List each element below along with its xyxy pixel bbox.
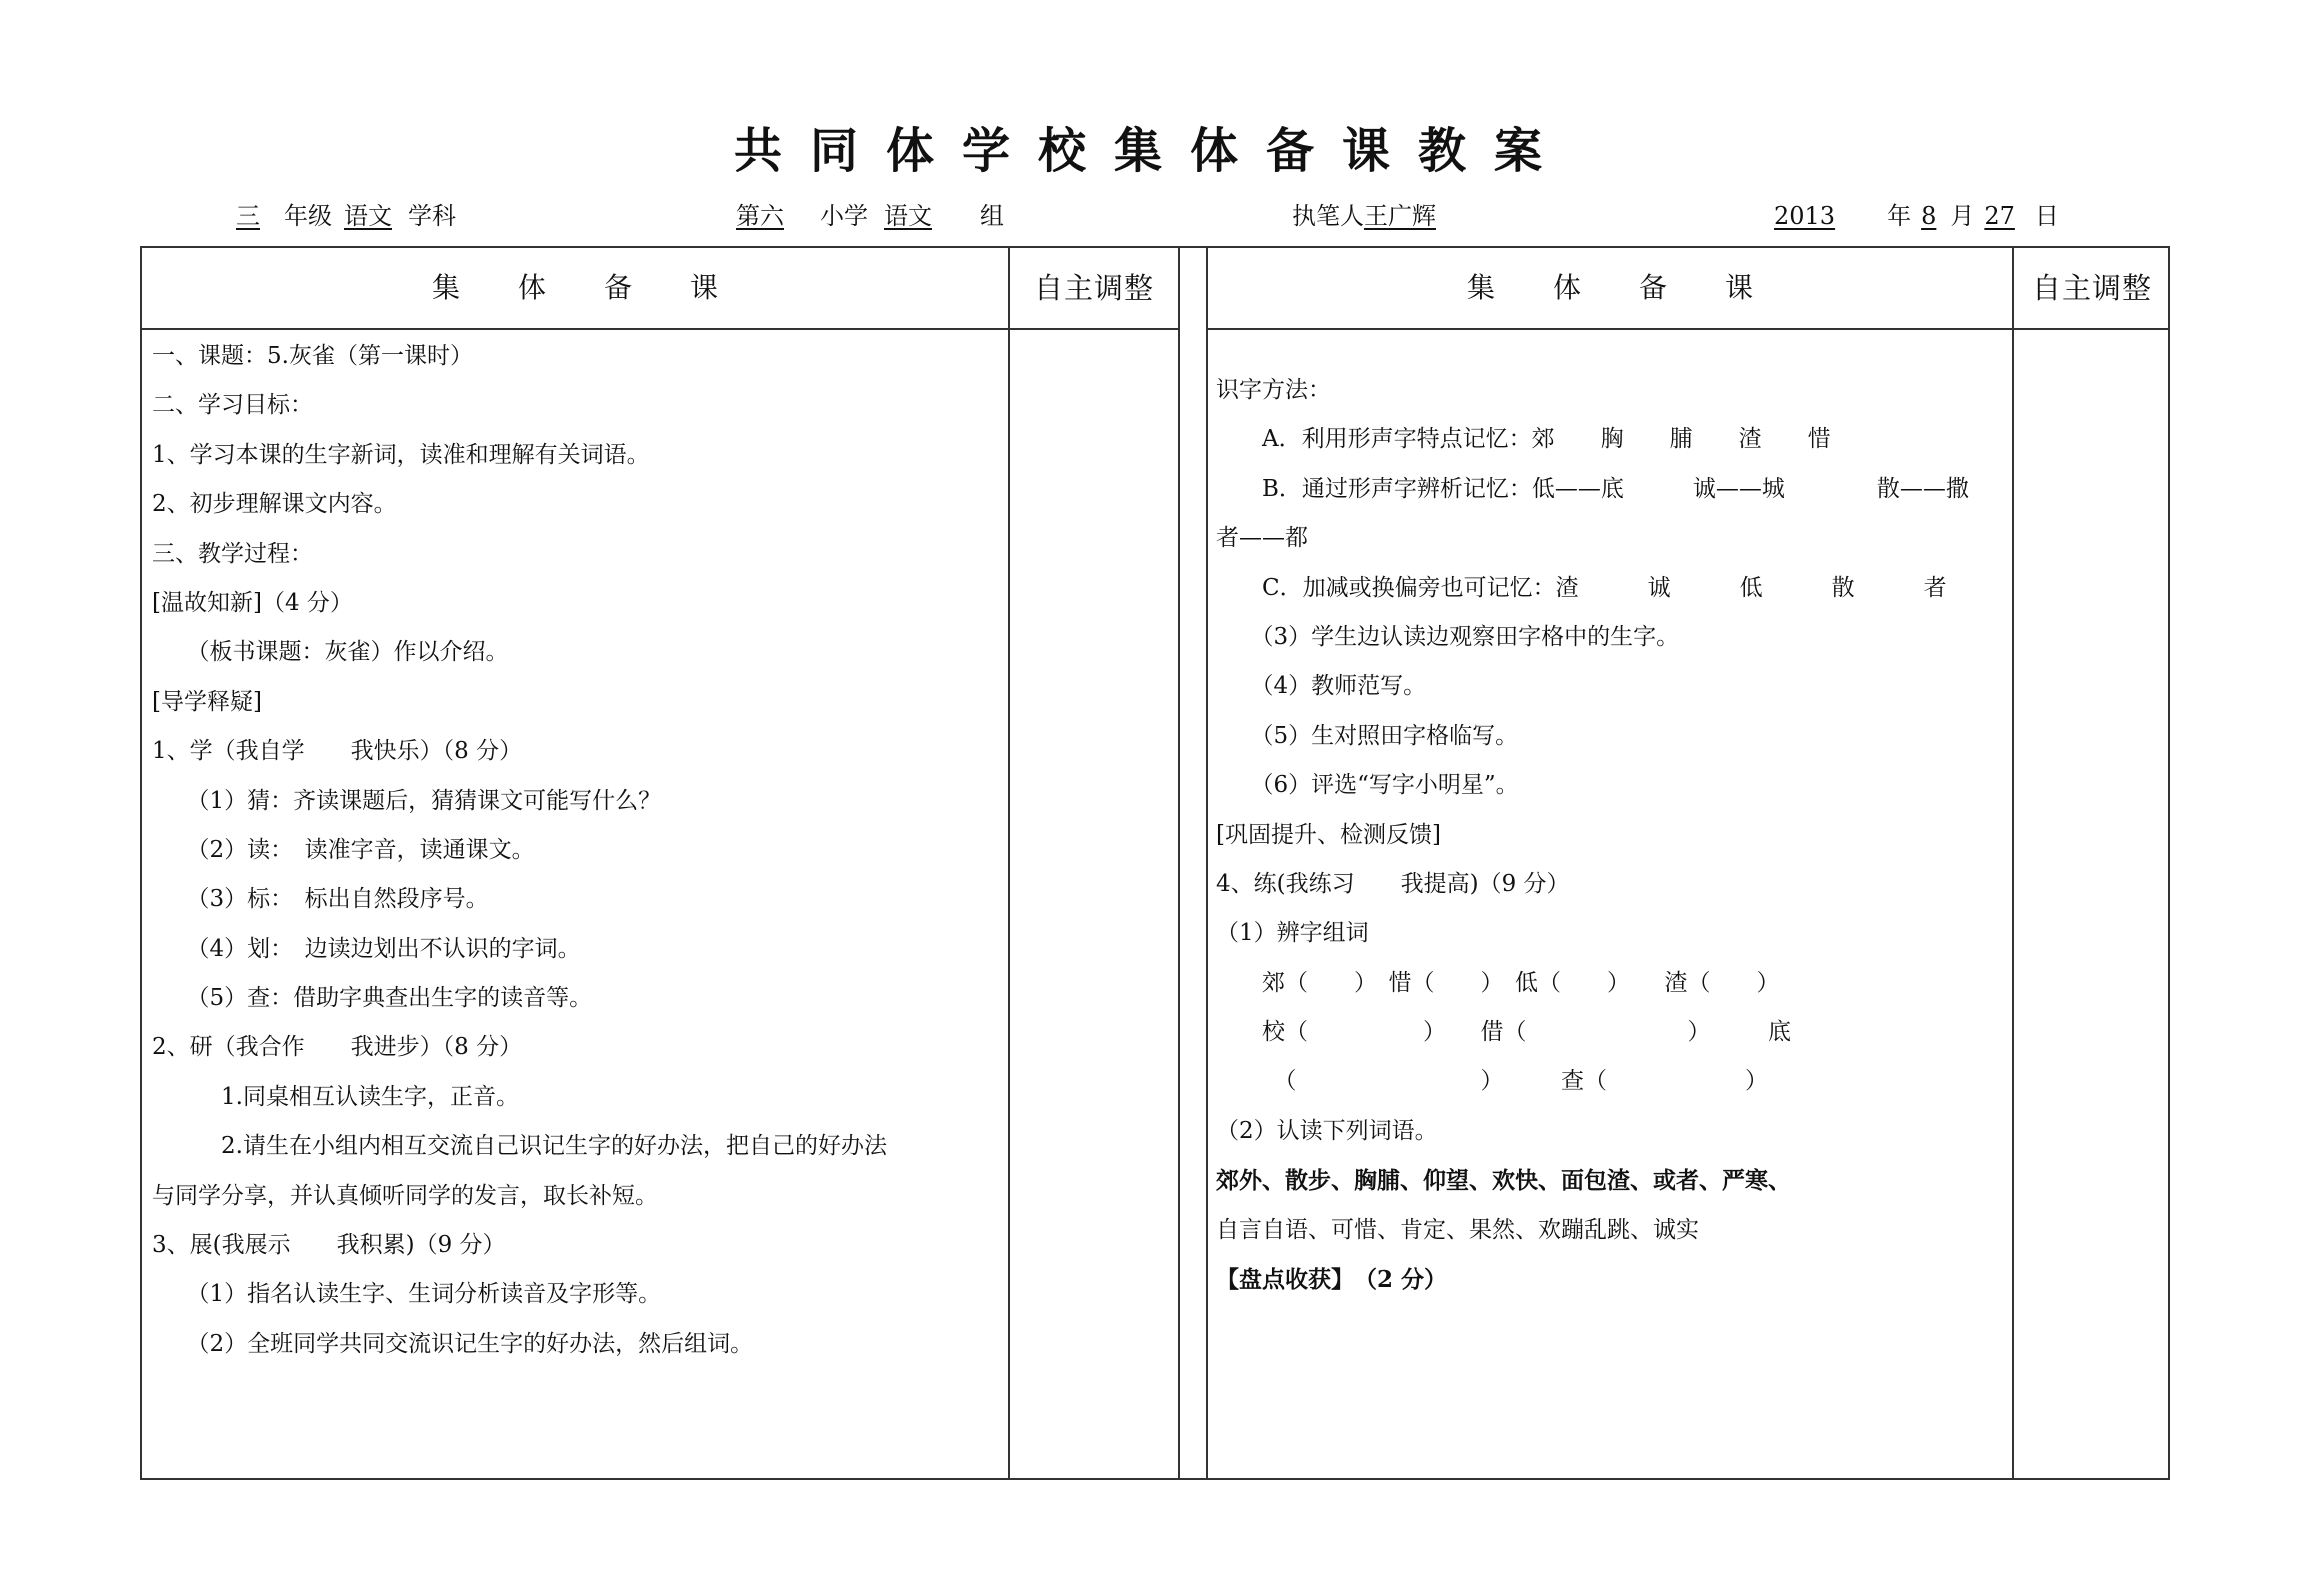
text-line: 三、教学过程： — [152, 540, 313, 567]
text-line: 者——都 — [1216, 525, 1308, 552]
text-line: 1.同桌相互认读生字，正音。 — [152, 1083, 519, 1110]
author-value: 王广辉 — [1364, 202, 1436, 230]
text-line: （2）全班同学共同交流识记生字的好办法，然后组词。 — [152, 1330, 754, 1357]
summary-heading: 【盘点收获】 （2 分） — [1216, 1266, 1448, 1294]
group-label: 组 — [980, 202, 1004, 230]
divider — [142, 328, 1178, 330]
divider — [1206, 328, 2170, 330]
text-line: 1、学（我自学 我快乐）（8 分） — [152, 738, 523, 765]
text-line: A．利用形声字特点记忆：郊 胸 脯 渣 惜 — [1216, 426, 1831, 453]
text-line: （3）学生边认读边观察田字格中的生字。 — [1216, 623, 1680, 650]
day-value: 27 — [1984, 202, 2015, 230]
left-content — [152, 332, 1002, 1369]
text-line: 自言自语、可惜、肯定、果然、欢蹦乱跳、诚实 — [1216, 1216, 1699, 1243]
text-line: 1、学习本课的生字新词，读准和理解有关词语。 — [152, 441, 650, 468]
left-main-header: 集体备课 — [431, 271, 776, 304]
divider — [2012, 248, 2014, 1478]
text-line: C．加减或换偏旁也可记忆：渣 诚 低 散 者 — [1216, 574, 1947, 601]
text-line: （6）评选“写字小明星”。 — [1216, 772, 1519, 799]
divider — [1008, 248, 1010, 1478]
grade-subject-info — [228, 196, 456, 231]
text-line: 与同学分享，并认真倾听同学的发言，取长补短。 — [152, 1182, 658, 1209]
text-line: （5）生对照田字格临写。 — [1216, 722, 1519, 749]
right-side-header: 自主调整 — [2031, 271, 2152, 305]
text-line: （1）辨字组词 — [1216, 920, 1369, 947]
year-value: 2013 — [1774, 202, 1836, 230]
school-label: 小学 — [820, 202, 868, 230]
group-value: 语文 — [884, 202, 932, 230]
day-label: 日 — [2034, 202, 2059, 230]
page-title: 共同体学校集体备课教案 — [733, 123, 1570, 179]
text-line: （ ） 查（ ） — [1216, 1068, 1768, 1095]
subject-label: 学科 — [408, 202, 456, 230]
month-label: 月 — [1950, 202, 1975, 230]
bold-vocab-line: 郊外、散步、胸脯、仰望、欢快、面包渣、或者、严寒、 — [1216, 1167, 1791, 1195]
text-line: [导学释疑] — [152, 688, 262, 715]
text-line: 一、课题：5.灰雀（第一课时） — [152, 343, 473, 369]
text-line: 2、初步理解课文内容。 — [152, 491, 397, 518]
text-line: 3、展(我展示 我积累)（9 分） — [152, 1232, 506, 1259]
text-line: （1）指名认读生字、生词分析读音及字形等。 — [152, 1281, 662, 1308]
text-line: 2.请生在小组内相互交流自己识记生字的好办法，把自己的好办法 — [152, 1133, 887, 1160]
text-line: （3）标： 标出自然段序号。 — [152, 886, 489, 913]
year-label: 年 — [1887, 202, 1912, 230]
text-line: （板书课题：灰雀）作以介绍。 — [152, 639, 509, 666]
left-side-header: 自主调整 — [1033, 271, 1154, 305]
text-line: 校（ ） 借（ ） 底 — [1216, 1019, 1791, 1046]
month-value: 8 — [1921, 202, 1937, 230]
school-value: 第六 — [736, 202, 784, 230]
text-line: [温故知新]（4 分） — [152, 589, 353, 616]
text-line: （2）认读下列词语。 — [1216, 1117, 1438, 1144]
text-line: 郊（ ） 惜（ ） 低（ ） 渣（ ） — [1216, 969, 1780, 996]
divider — [1206, 248, 1208, 1478]
text-line: 识字方法： — [1216, 377, 1331, 403]
text-line: [巩固提升、检测反馈] — [1216, 821, 1441, 848]
text-line: （2）读： 读准字音，读通课文。 — [152, 836, 535, 863]
school-group-info — [682, 196, 1004, 231]
text-line: （4）划： 边读边划出不认识的字词。 — [152, 935, 581, 962]
right-main-header: 集体备课 — [1466, 271, 1811, 304]
text-line: B．通过形声字辨析记忆：低——底 诚——城 散——撒 — [1216, 475, 1969, 502]
text-line: 4、练(我练习 我提高)（9 分） — [1216, 870, 1570, 897]
text-line: 二、学习目标： — [152, 392, 313, 419]
divider — [1178, 248, 1180, 1478]
lesson-plan-table — [140, 246, 2170, 1480]
text-line: （4）教师范写。 — [1216, 673, 1427, 700]
text-line: （1）猜：齐读课题后，猜猜课文可能写什么？ — [152, 787, 662, 814]
right-content — [1216, 366, 2008, 1304]
subject-value: 语文 — [344, 202, 392, 230]
grade-label: 年级 — [284, 202, 332, 230]
author-info — [1292, 196, 1538, 231]
text-line: （5）查：借助字典查出生字的读音等。 — [152, 985, 593, 1012]
author-label: 执笔人 — [1292, 202, 1364, 230]
date-info — [1760, 196, 2059, 231]
grade-value: 三 — [236, 202, 260, 230]
text-line: 2、研（我合作 我进步）（8 分） — [152, 1034, 523, 1061]
